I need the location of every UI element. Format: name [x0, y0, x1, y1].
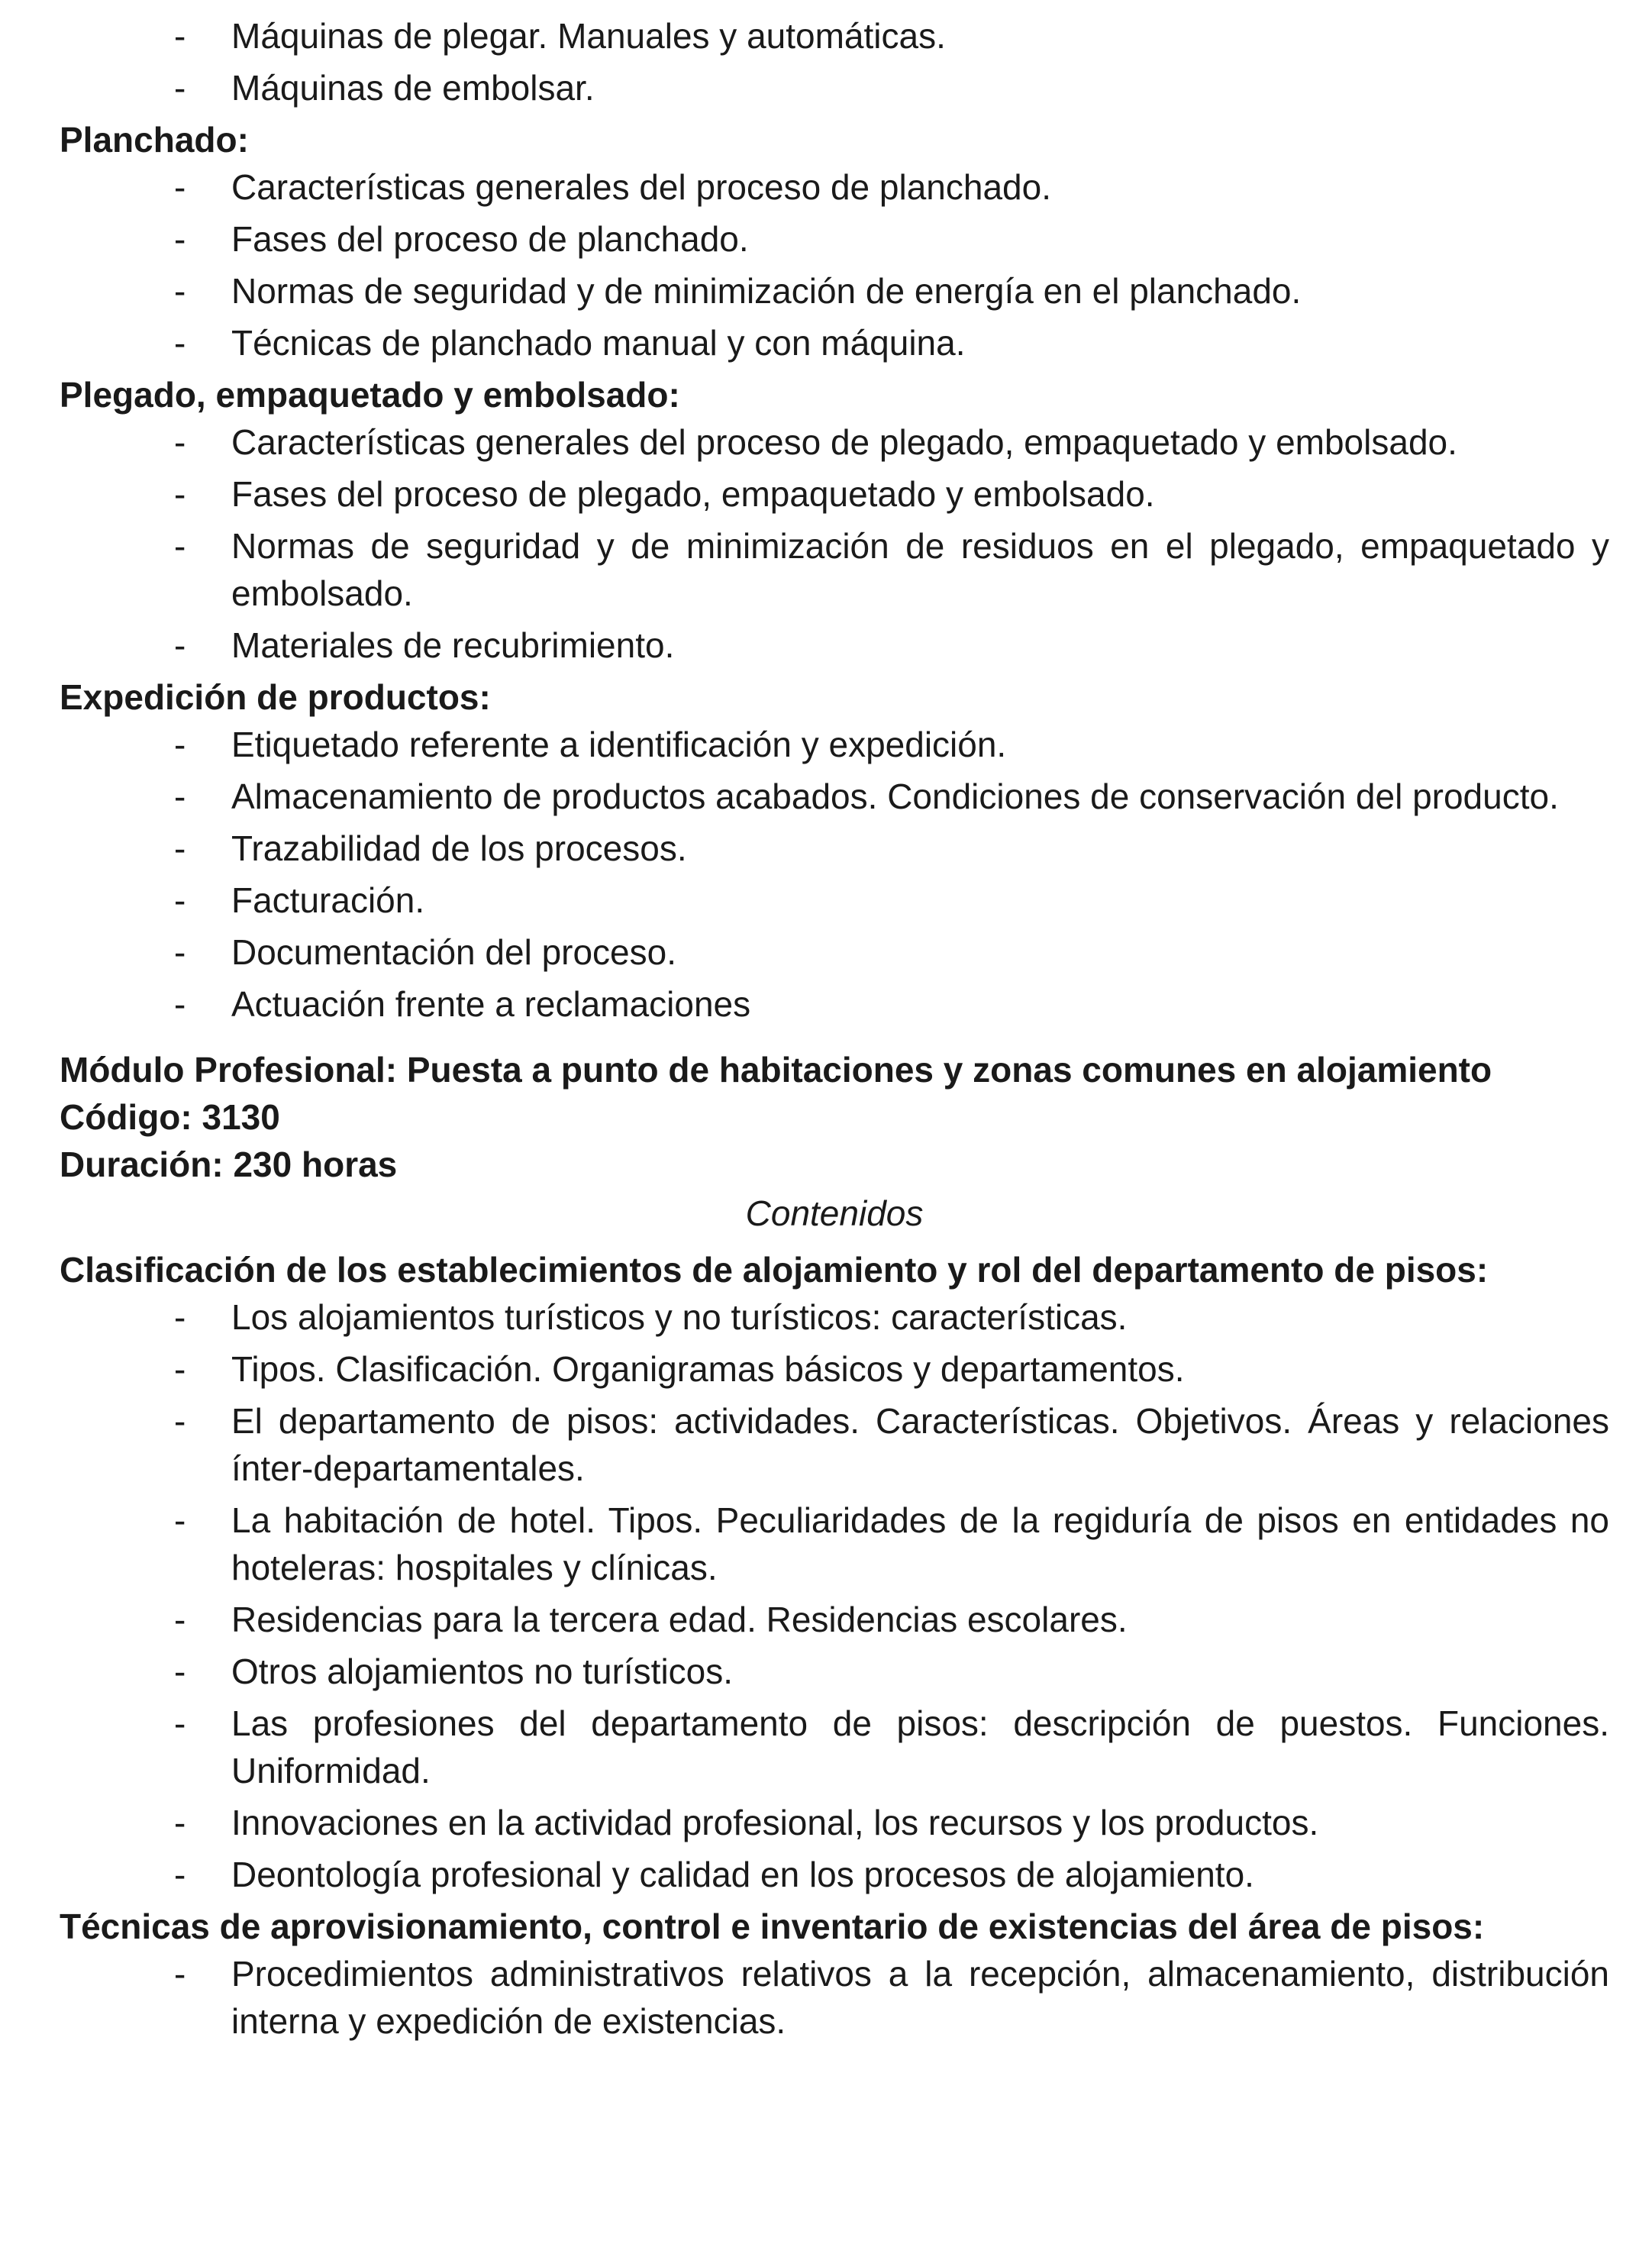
dash-bullet: - — [174, 1803, 186, 1842]
list-item — [60, 1345, 1609, 1393]
dash-bullet: - — [174, 1652, 186, 1691]
list-item-text: Materiales de recubrimiento. — [231, 625, 675, 665]
dash-bullet: - — [174, 323, 186, 363]
list-item-text: Documentación del proceso. — [231, 932, 676, 972]
dash-bullet: - — [174, 1349, 186, 1389]
list-item — [60, 928, 1609, 976]
dash-bullet: - — [174, 219, 186, 259]
list-item — [60, 64, 1609, 111]
list-item — [60, 1851, 1609, 1898]
list-item-text: Etiquetado referente a identificación y expedición. — [231, 725, 1007, 764]
list-item — [60, 877, 1609, 924]
dash-bullet: - — [174, 880, 186, 920]
list-item-text: Fases del proceso de plegado, empaquetado y embolsado. — [231, 474, 1155, 514]
dash-bullet: - — [174, 1954, 186, 1994]
list-item — [60, 622, 1609, 669]
section-heading: Técnicas de aprovisionamiento, control e inventario de existencias del área de pisos: — [60, 1907, 1485, 1946]
list-item — [60, 1293, 1609, 1341]
list-item-text: Máquinas de embolsar. — [231, 68, 595, 108]
section-heading: Expedición de productos: — [60, 677, 491, 717]
list-item — [60, 980, 1609, 1028]
dash-bullet: - — [174, 68, 186, 108]
list-item-text: Las profesiones del departamento de pisos: descripción de puestos. Funciones. Uniformidad. — [231, 1703, 1609, 1790]
dash-bullet: - — [174, 1297, 186, 1337]
dash-bullet: - — [174, 1600, 186, 1639]
section-heading: Clasificación de los establecimientos de alojamiento y rol del departamento de pisos: — [60, 1250, 1489, 1290]
list-item — [60, 1700, 1609, 1794]
list-item-text: Tipos. Clasificación. Organigramas básicos y departamentos. — [231, 1349, 1185, 1389]
dash-bullet: - — [174, 932, 186, 972]
dash-bullet: - — [174, 777, 186, 816]
list-item-text: Características generales del proceso de plegado, empaquetado y embolsado. — [231, 422, 1457, 462]
dash-bullet: - — [174, 1500, 186, 1540]
list-item-text: El departamento de pisos: actividades. Características. Objetivos. Áreas y relaciones ínter-departamentales. — [231, 1401, 1609, 1488]
bullet-list — [60, 1293, 1609, 1898]
list-item-text: Deontología profesional y calidad en los procesos de alojamiento. — [231, 1855, 1254, 1894]
list-item-text: Normas de seguridad y de minimización de energía en el planchado. — [231, 271, 1302, 311]
list-item-text: Otros alojamientos no turísticos. — [231, 1652, 734, 1691]
list-item — [60, 1648, 1609, 1695]
module-duration: Duración: 230 horas — [60, 1145, 398, 1184]
list-item-text: La habitación de hotel. Tipos. Peculiaridades de la regiduría de pisos en entidades no hoteleras: hospitales y clínicas. — [231, 1500, 1609, 1587]
bullet-list — [60, 1950, 1609, 2045]
list-item-text: Actuación frente a reclamaciones — [231, 984, 751, 1024]
list-item-text: Residencias para la tercera edad. Residencias escolares. — [231, 1600, 1128, 1639]
dash-bullet: - — [174, 1703, 186, 1743]
list-item — [60, 721, 1609, 768]
top-sections — [60, 12, 1609, 1028]
list-item — [60, 470, 1609, 518]
dash-bullet: - — [174, 984, 186, 1024]
list-item — [60, 1397, 1609, 1492]
section-heading: Plegado, empaquetado y embolsado: — [60, 375, 680, 415]
dash-bullet: - — [174, 474, 186, 514]
list-item — [60, 163, 1609, 211]
module-title: Módulo Profesional: Puesta a punto de habitaciones y zonas comunes en alojamiento — [60, 1050, 1492, 1090]
list-item-text: Facturación. — [231, 880, 425, 920]
list-item — [60, 522, 1609, 617]
dash-bullet: - — [174, 1855, 186, 1894]
list-item-text: Innovaciones en la actividad profesional, los recursos y los productos. — [231, 1803, 1319, 1842]
list-item — [60, 773, 1609, 820]
dash-bullet: - — [174, 16, 186, 56]
bullet-list — [60, 12, 1609, 111]
dash-bullet: - — [174, 271, 186, 311]
list-item — [60, 1950, 1609, 2045]
bottom-sections — [60, 1246, 1609, 2045]
list-item-text: Técnicas de planchado manual y con máquina. — [231, 323, 966, 363]
list-item — [60, 1596, 1609, 1643]
bullet-list — [60, 163, 1609, 366]
list-item-text: Características generales del proceso de planchado. — [231, 167, 1051, 207]
dash-bullet: - — [174, 625, 186, 665]
list-item — [60, 267, 1609, 315]
list-item — [60, 319, 1609, 366]
list-item-text: Fases del proceso de planchado. — [231, 219, 749, 259]
bullet-list — [60, 721, 1609, 1028]
list-item-text: Almacenamiento de productos acabados. Condiciones de conservación del producto. — [231, 777, 1559, 816]
list-item — [60, 1497, 1609, 1591]
module-code: Código: 3130 — [60, 1097, 280, 1137]
list-item-text: Máquinas de plegar. Manuales y automáticas. — [231, 16, 946, 56]
bullet-list — [60, 418, 1609, 669]
list-item — [60, 1799, 1609, 1846]
dash-bullet: - — [174, 828, 186, 868]
dash-bullet: - — [174, 422, 186, 462]
module-header — [60, 1046, 1609, 1188]
contents-label: Contenidos — [745, 1193, 924, 1233]
dash-bullet: - — [174, 167, 186, 207]
dash-bullet: - — [174, 526, 186, 566]
list-item — [60, 825, 1609, 872]
list-item-text: Los alojamientos turísticos y no turísticos: características. — [231, 1297, 1128, 1337]
dash-bullet: - — [174, 725, 186, 764]
list-item — [60, 418, 1609, 466]
section-heading: Planchado: — [60, 120, 249, 160]
dash-bullet: - — [174, 1401, 186, 1441]
list-item-text: Procedimientos administrativos relativos a la recepción, almacenamiento, distribución interna y expedición de existencias. — [231, 1954, 1609, 2041]
list-item — [60, 215, 1609, 263]
list-item — [60, 12, 1609, 60]
list-item-text: Trazabilidad de los procesos. — [231, 828, 687, 868]
list-item-text: Normas de seguridad y de minimización de residuos en el plegado, empaquetado y embolsado. — [231, 526, 1609, 613]
